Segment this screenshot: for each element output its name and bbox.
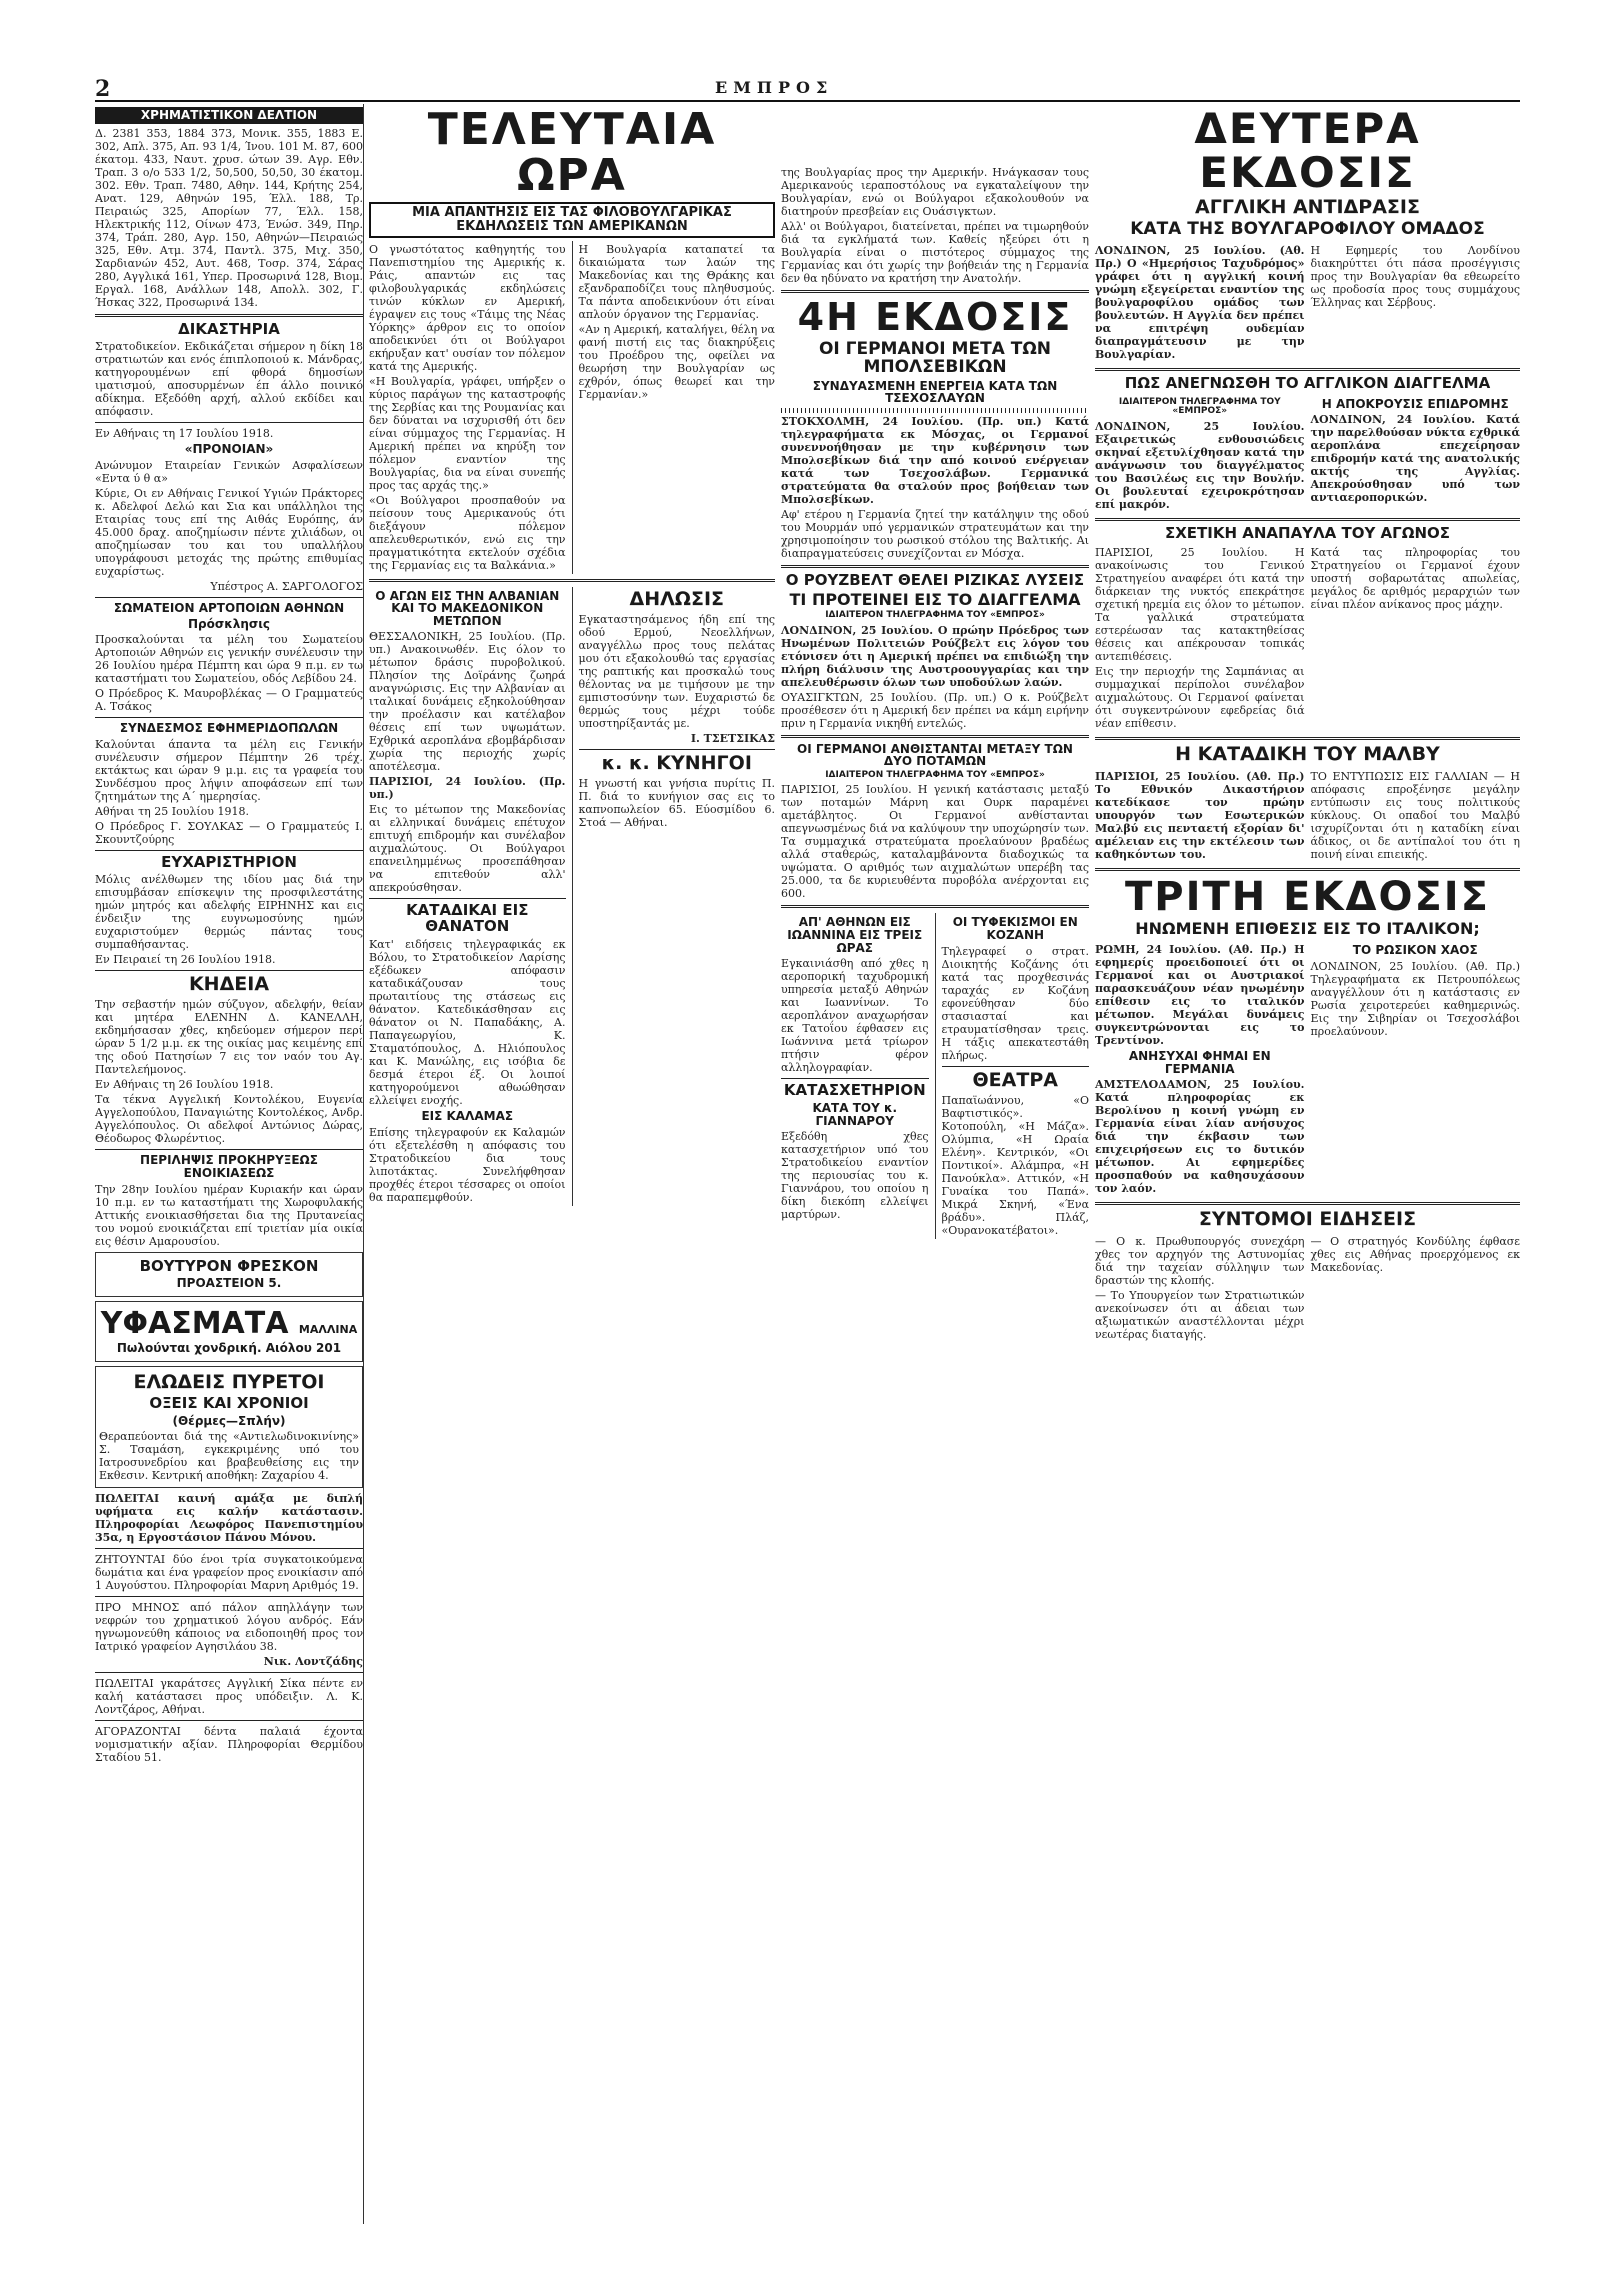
malvy-body-1: ΠΑΡΙΣΙΟΙ, 25 Ιουλίου. (Αθ. Πρ.) Το Εθνικόν Δικαστήριον κατεδίκασε τον πρώην υπουργόν των Εσωτερικών Μαλβύ εις πενταετή εξορίαν δι' αμέλειαν εις την εκτέλεσιν των καθηκόντων του. <box>1095 770 1309 862</box>
lead-p1: Ο γνωστότατος καθηγητής του Πανεπιστημίου της Αμερικής κ. Ράις, απαντών εις τας φιλοβουλγαρικάς εκδηλώσεις τινών κύκλων εν Αμερική, έγραψεν εις τους «Τάιμς της Νέας Υόρκης» άρθρον εις το οποίον αποδεικνύει ότι οι Βούλγαροι εκήρυξαν κατ' ουσίαν τον πόλεμον κατά της Αμερικής. <box>369 242 569 373</box>
col3-lower-left <box>781 913 932 1238</box>
funeral-title: ΚΗΔΕΙΑ <box>188 973 270 996</box>
thanks-title: ΕΥΧΑΡΙΣΤΗΡΙΟΝ <box>161 852 297 871</box>
col3-lower <box>781 913 1093 1238</box>
third-body: ΡΩΜΗ, 24 Ιουλίου. (Αθ. Πρ.) Η εφημερίς προειδοποιεί ότι οι Γερμανοί και οι Αυστριακοί παρασκευάζουν νέαν ηνωμένην επίθεσιν εις το ιταλικόν μέτωπον. Μεγάλαι δυνάμεις συγκεντρώνονται εις το Τρεντίνον. <box>1095 943 1309 1048</box>
third-right <box>1310 941 1524 1197</box>
roosevelt-title: Ο ΡΟΥΖΒΕΛΤ ΘΕΛΕΙ ΡΙΖΙΚΑΣ ΛΥΣΕΙΣ <box>785 570 1085 589</box>
funeral-date: Εν Αθήναις τη 26 Ιουλίου 1918. <box>95 1078 274 1092</box>
press-body: Καλούνται άπαντα τα μέλη εις Γενικήν συνέλευσιν σήμερον Πέμπτην 26 τρέχ. εκτάκτως και ώραν 9 μ.μ. εις τα γραφεία του Συνδέσμου προς λήψιν αποφάσεων επί των ζητημάτων της Α΄ ημερησίας. <box>95 737 367 803</box>
declaration-body: Εγκαταστησάμενος ήδη επί της οδού Ερμού, Νεοελλήνων, αναγγέλλω προς τους πελάτας μου ότι εξακολουθώ τας εργασίας της ραπτικής και προσκαλώ τους θέλοντας να με τιμήσουν με την εμπιστοσύνην των. Ευχαριστώ δε θερμώς τους μέχρι τούδε υποστηρίξαντάς με. <box>578 612 779 730</box>
second-body-1: ΛΟΝΔΙΝΟΝ, 25 Ιουλίου. (Αθ. Πρ.) Ο «Ημερήσιος Ταχυδρόμος» γράφει ότι η αγγλική κοινή γνώμη εξεγείρεται εναντίον της βουλγαροφίλου ομάδος των βουλευτών. Η Αγγλία δεν πρέπει να επιτρέψη ουδεμίαν διαπραγμάτευσιν με την Βουλγαρίαν. <box>1095 243 1309 361</box>
fever-subtitle: ΟΞΕΙΣ ΚΑΙ ΧΡΟΝΙΟΙ <box>149 1393 309 1412</box>
cont-p2: Αλλ' οι Βούλγαροι, διατείνεται, πρέπει να τιμωρηθούν διά τα εγκλήματά των. Καθείς ηξεύρει ότι η Βουλγαρία είναι ο πιστότερος σύμμαχος της Γερμανίας και ότι χωρίς την βοήθειάν της η Γερμανία δεν θα ηδύνατο να κρατήση την Ανατολήν. <box>781 220 1093 285</box>
bakers-title: ΣΩΜΑΤΕΙΟΝ ΑΡΤΟΠΟΙΩΝ ΑΘΗΝΩΝ <box>113 600 345 615</box>
ioannina-title: ΑΠ' ΑΘΗΝΩΝ ΕΙΣ ΙΩΑΝΝΙΝΑ ΕΙΣ ΤΡΕΙΣ ΩΡΑΣ <box>787 915 923 955</box>
column-second-edition <box>1095 104 1524 2224</box>
col3-lower-right <box>935 913 1093 1238</box>
speech-label: ΙΔΙΑΙΤΕΡΟΝ ΤΗΛΕΓΡΑΦΗΜΑ ΤΟΥ «ΕΜΠΡΟΣ» <box>1118 396 1281 417</box>
fourth-edition-title: 4Η ΕΚΔΟΣΙΣ <box>797 295 1073 339</box>
masthead <box>95 76 1520 102</box>
brief-left <box>1095 1233 1308 1343</box>
classified-3: ΠΡΟ ΜΗΝΟΣ από πάλον απηλλάγην των νεφρών του χρηματικού λόγου ανδρός. Εάν ηγνωμονεύθη κάποιος να ειδοποιηθή προς τον Ιατρικό γραφείον Αγησιλάου 38. <box>95 1601 367 1654</box>
butter-subtitle: ΠΡΟΑΣΤΕΙΟΝ 5. <box>176 1276 282 1291</box>
rent-title: ΠΕΡΙΛΗΨΙΣ ΠΡΟΚΗΡΥΞΕΩΣ ΕΝΟΙΚΙΑΣΕΩΣ <box>140 1153 318 1180</box>
classified-2: ΖΗΤΟΥΝΤΑΙ δύο ένοι τρία συγκατοικούμενα δωμάτια και ένα γραφείον προς ενοικίασιν από 1 Αυγούστου. Πληροφορίαι Μαρνη Αριθμός 19. <box>95 1553 367 1593</box>
third-edition-sub: ΗΝΩΜΕΝΗ ΕΠΙΘΕΣΙΣ ΕΙΣ ΤΟ ΙΤΑΛΙΚΟΝ; <box>1135 919 1480 939</box>
lead-p2: «Η Βουλγαρία, γράφει, υπήρξεν ο κύριος παράγων της καταστροφής της Σερβίας και της Ρουμανίας και δεν δύναται να ισχυρισθή ότι δεν είναι σύμμαχος της Γερμανίας. Η Αμερική πρέπει να κηρύξη τον πόλεμον εναντίον της Βουλγαρίας, δια να είναι συνεπής προς τας αρχάς της.» <box>369 374 569 492</box>
malvy-columns <box>1095 768 1524 863</box>
third-columns <box>1095 941 1524 1197</box>
butter-title: ΒΟΥΤΥΡΟΝ ΦΡΕΣΚΟΝ <box>139 1256 319 1275</box>
roosevelt-sub: ΤΙ ΠΡΟΤΕΙΝΕΙ ΕΙΣ ΤΟ ΔΙΑΓΓΕΛΜΑ <box>789 589 1081 609</box>
paper-title: ΕΜΠΡΟΣ <box>715 78 834 97</box>
lull-body-2: Εις την περιοχήν της Σαμπάνιας αι συμμαχικαί περίπολοι συνέλαβον αιχμαλώτους. Οι Γερμανοί φαίνεται ότι συγκεντρώνουν εφεδρείας διά νέαν επίθεσιν. <box>1095 665 1308 731</box>
cont-p1: της Βουλγαρίας προς την Αμερικήν. Ηνάγκασαν τους Αμερικανούς ιεραποστόλους να εγκαταλείψουν την Βουλγαρίαν, ενώ οι Βούλγαροι εξακολουθούν να διατηρούν πρεσβείαν εις Ουάσιγκτων. <box>781 166 1093 218</box>
fabrics-subtitle: Πωλούνται χονδρική. Αιόλου 201 <box>116 1341 342 1356</box>
lower-right <box>572 587 779 1206</box>
death-sub: ΕΙΣ ΚΑΛΑΜΑΣ <box>421 1108 514 1123</box>
roosevelt-label: ΙΔΙΑΙΤΕΡΟΝ ΤΗΛΕΓΡΑΦΗΜΑ ΤΟΥ «ΕΜΠΡΟΣ» <box>825 610 1045 621</box>
courts-title: ΔΙΚΑΣΤΗΡΙΑ <box>178 319 280 338</box>
roosevelt-body-2: ΟΥΑΣΙΓΚΤΩΝ, 25 Ιουλίου. (Πρ. υπ.) Ο κ. Ρούζβελτ προσέθεσεν ότι η Αμερική δεν πρέπει να κάμη ειρήνην πριν η Γερμανία νικηθή εντελώς. <box>781 690 1093 730</box>
third-edition-title: ΤΡΙΤΗ ΕΚΔΟΣΙΣ <box>1125 874 1490 921</box>
bakers-subtitle: Πρόσκλησις <box>187 616 271 631</box>
thanks-body: Μόλις ανέλθωμεν της ιδίου μας διά την επισυμβάσαν επίσκεψιν της προσφιλεστάτης ημών μητρός και αδελφής ΕΙΡΗΝΗΣ και εις ένδειξιν της ευγνωμοσύνης ημών ευχαριστούμεν θερμώς πάντας τους συμπαθήσαντας. <box>95 873 367 952</box>
market-title: ΧΡΗΜΑΤΙΣΤΙΚΟΝ ΔΕΛΤΙΟΝ <box>95 107 363 124</box>
column-classifieds <box>95 104 367 2224</box>
albania-title: Ο ΑΓΩΝ ΕΙΣ ΤΗΝ ΑΛΒΑΝΙΑΝ ΚΑΙ ΤΟ ΜΑΚΕΔΟΝΙΚΟΝ ΜΕΤΩΠΟΝ <box>375 588 560 628</box>
fever-body: Θεραπεύονται διά της «Αντιελωδινοκινίνης» Σ. Τσαμάση, εγκεκριμένης υπό του Ιατροσυνεδρίου και βραβευθείσης εις την Εκθεσιν. Κεντρική αποθήκη: Ζαχαρίου 4. <box>99 1430 363 1483</box>
fourth-edition-sub: ΟΙ ΓΕΡΜΑΝΟΙ ΜΕΤΑ ΤΩΝ ΜΠΟΛΣΕΒΙΚΩΝ <box>818 338 1052 377</box>
seizure-sub: ΚΑΤΑ ΤΟΥ κ. ΓΙΑΝΝΑΡΟΥ <box>812 1100 898 1128</box>
brief-right <box>1310 1233 1524 1343</box>
brief-columns <box>1095 1233 1524 1343</box>
hunters-title: κ. κ. ΚΥΝΗΓΟΙ <box>601 751 752 774</box>
death-body: Κατ' ειδήσεις τηλεγραφικάς εκ Βόλου, το Στρατοδικείον Λαρίσης εξέδωκεν απόφασιν καταδικάζουσαν τους πρωταιτίους της στάσεως εις θάνατον. Κατεδικάσθησαν εις θάνατον οι Ν. Παπαδάκης, Α. Παπαγεωργίου, Κ. Σταματόπουλος, Δ. Ηλιόπουλος και Κ. Μανώλης, εις ισόβια δε δεσμά έτεροι έξ. Οι λοιποί κατηγορούμενοι αθωώθησαν ελλείψει ενοχής. <box>369 937 569 1107</box>
roosevelt-body-1: ΛΟΝΔΙΝΟΝ, 25 Ιουλίου. Ο πρώην Πρόεδρος των Ηνωμένων Πολιτειών Ρούζβελτ εις λόγον του ετόνισεν ότι η Αμερική πρέπει να επιδιώξη την πλήρη διάλυσιν της Αυστροουγγαρίας και την απελευθέρωσιν όλων των υποδούλων λαών. <box>781 623 1093 689</box>
funeral-signature: Τα τέκνα Αγγελική Κοντολέκου, Ευγενία Αγγελοπούλου, Παναγιώτης Κοντολέκος, Ανδρ. Αγγελόπουλος. Οι αδελφοί Αντώνιος Δώρας, Θέοδωρος Φλωρέντιος. <box>95 1093 367 1146</box>
classified-5: ΑΓΟΡΑΖΟΝΤΑΙ δέντα παλαιά έχοντα νομισματικήν αξίαν. Πληροφορίαι Θερμίδου Σταδίου 51. <box>95 1725 367 1765</box>
second-edition-sub: ΑΓΓΛΙΚΗ ΑΝΤΙΔΡΑΣΙΣ <box>1195 196 1420 219</box>
column-fourth-edition <box>781 164 1093 2224</box>
speech-columns <box>1095 395 1524 513</box>
lead-left <box>369 241 569 574</box>
speech-body: ΛΟΝΔΙΝΟΝ, 25 Ιουλίου. Εξαιρετικώς ενθουσιώδεις σκηναί εξετυλίχθησαν κατά την ανάγνωσιν του διαγγέλματος του Βασιλέως εις την Βουλήν. Οι βουλευταί εχειροκρότησαν επί μακρόν. <box>1095 419 1309 511</box>
classified-4: ΠΩΛΕΙΤΑΙ γκαράτσες Αγγλική Σίκα πέντε εν καλή κατάστασει προς υπόδειξιν. Λ. Κ. Λοντζάρος, Αθήναι. <box>95 1677 367 1717</box>
kozani-body: Τηλεγραφεί ο στρατ. Διοικητής Κοζάνης ότι κατά τας προχθεσινάς ταραχάς εν Κοζάνη εφονεύθησαν δύο στασιασταί και ετραυματίσθησαν τρεις. Η τάξις απεκατεστάθη πλήρως. <box>941 944 1093 1062</box>
funeral-body: Την σεβαστήν ημών σύζυγον, αδελφήν, θείαν και μητέρα ΕΛΕΝΗΝ Δ. ΚΑΝΕΛΛΗ, εκδημήσασαν χθες, κηδεύομεν σήμερον περί ώραν 5 1/2 μ.μ. εκ της οικίας μας κειμένης επί της οδού Πατησίων 7 εις τον ναόν του Αγ. Παντελεήμονος. <box>95 998 367 1077</box>
rent-body: Την 28ην Ιουλίου ημέραν Κυριακήν και ώραν 10 π.μ. εν τω καταστήματι της Χωροφυλακής Αττικής ενοικιασθήσεται δια της Πρυτανείας του νομού ενοικιάζεται επί τριετίαν μία οικία εις θέσιν Αμαρουσίου. <box>95 1182 367 1248</box>
repelled-title: Η ΑΠΟΚΡΟΥΣΙΣ ΕΠΙΔΡΟΜΗΣ <box>1321 396 1509 411</box>
ioannina-body: Εγκαινιάσθη από χθες η αεροπορική ταχυδρομική υπηρεσία μεταξύ Αθηνών και Ιωαννίνων. Το αεροπλάνον αναχωρήσαν εκ Τατοΐου έφθασεν εις Ιωάννινα μετά τρίωρον πτήσιν φέρον αλληλογραφίαν. <box>781 957 932 1075</box>
malvy-title: Η ΚΑΤΑΔΙΚΗ ΤΟΥ ΜΑΛΒΥ <box>1175 743 1440 766</box>
second-body-columns <box>1095 242 1524 363</box>
lower-left <box>369 587 570 1206</box>
butter-ad <box>95 1252 363 1297</box>
column-last-hour <box>369 104 779 2224</box>
press-signature: Ο Πρόεδρος Γ. ΣΟΥΛΚΑΣ — Ο Γραμματεύς Ι. Σκουντζούρης <box>95 819 367 846</box>
market-body: Δ. 2381 353, 1884 373, Μονικ. 355, 1883 Ε. 302, Απλ. 375, Απ. 93 1/4, Ίνου. 101 Μ. 87, 600 έκατομ. 433, Ναυτ. χρυσ. ώτων 39. Αγρ. Εθν. Τραπ. 3 ο/ο 533 1/2, 50,500, 50,50, 30 έκατομ. 302. Εθν. Τραπ. 7480, Αθην. 144, Κρήτης 254, Ανατ. 129, Αθηνών 195, Έλλ. 188, Τρ. Πειραιώς 325, Απορίων 77, Έλλ. 158, Ηλεκτρικής 112, Οίνων 473, Ένώσ. 349, Πηρ. 374, Τράπ. 280, Αγρ. 150, Αθηνών—Πειραιώς 325, Εθν. Ατμ. 374, Παντλ. 375, Μιχ. 350, Σαρδιανών 452, Αυτ. 468, Τοσρ. 374, Σάρας 280, Αγγλικά 161, Υπερ. Προσωρινά 128, Βιομ. Εργαλ. 168, Ανάλλων 148, Απολλ. 302, Γ. Ήσκας 322, Προσωρινά 134. <box>95 126 367 309</box>
brief-title: ΣΥΝΤΟΜΟΙ ΕΙΔΗΣΕΙΣ <box>1198 1208 1417 1231</box>
notice-title: «ΠΡΟΝΟΙΑΝ» <box>184 442 274 457</box>
last-hour-subhead: ΜΙΑ ΑΠΑΝΤΗΣΙΣ ΕΙΣ ΤΑΣ ΦΙΛΟΒΟΥΛΓΑΡΙΚΑΣ ΕΚΔΗΛΩΣΕΙΣ ΤΩΝ ΑΜΕΡΙΚΑΝΩΝ <box>369 202 775 237</box>
brief-3: — Ο στρατηγός Κονδύλης έφθασε χθες εις Αθήνας προερχόμενος εκ Μακεδονίας. <box>1310 1235 1524 1275</box>
second-edition-title: ΔΕΥΤΕΡΑ ΕΚΔΟΣΙΣ <box>1194 104 1421 198</box>
lull-body-1: ΠΑΡΙΣΙΟΙ, 25 Ιουλίου. Η ανακοίνωσις του Γενικού Στρατηγείου αναφέρει ότι κατά την διάρκειαν της νυκτός επεκράτησε σχετική ηρεμία εις όλον το μέτωπον. Τα γαλλικά στρατεύματα εστερέωσαν τας κατακτηθείσας θέσεις και απέκρουσαν τοπικάς αντεπιθέσεις. <box>1095 546 1308 664</box>
newspaper-page <box>95 76 1524 2230</box>
brief-1: — Ο κ. Πρωθυπουργός συνεχάρη χθες τον αρχηγόν της Αστυνομίας διά την ταχείαν σύλληψιν των δραστών της κλοπής. <box>1095 1235 1308 1288</box>
bakers-signature: Ο Πρόεδρος Κ. Μαυροβλέκας — Ο Γραμματεύς Α. Τσάκος <box>95 687 367 714</box>
notice-subtitle: Ανώνυμον Εταιρείαν Γενικών Ασφαλίσεων «Εντα ύ θ α» <box>95 458 367 485</box>
press-date: Αθήναι τη 25 Ιουλίου 1918. <box>95 804 249 818</box>
fourth-edition-sub2: ΣΥΝΔΥΑΣΜΕΝΗ ΕΝΕΡΓΕΙΑ ΚΑΤΑ ΤΩΝ ΤΣΕΧΟΣΛΑΥΩΝ <box>812 378 1058 406</box>
fabrics-name: ΥΦΑΣΜΑΤΑ <box>100 1305 289 1341</box>
page-number: 2 <box>95 76 111 102</box>
bakers-body: Προσκαλούνται τα μέλη του Σωματείου Αρτοποιών Αθηνών εις γενικήν συνέλευσιν την 26 Ιουλίου ημέρα Πέμπτη και ώρα 9 π.μ. εν τω καταστήματι του Σωματείου, οδός Λεβίδου 24. <box>95 633 367 686</box>
malvy-body-2: ΤΟ ΕΝΤΥΠΩΣΙΣ ΕΙΣ ΓΑΛΛΙΑΝ — Η απόφασις επροξένησε μεγάλην εντύπωσιν εις τους πολιτικούς κύκλους. Οι οπαδοί του Μαλβύ ισχυρίζονται ότι η καταδίκη είναι άδικος, οι δε αντίπαλοί του ότι η ποινή είναι επιεικής. <box>1310 770 1524 862</box>
rivers-body: ΠΑΡΙΣΙΟΙ, 25 Ιουλίου. Η γενική κατάστασις μεταξύ των ποταμών Μάρνη και Ουρκ παραμένει αμετάβλητος. Οι Γερμανοί ανθίστανται απεγνωσμένως διά να καλύψουν την υποχώρησίν των. Τα συμμαχικά στρατεύματα προελαύνουν βραδέως αλλά σταθερώς, καταλαμβάνοντα διαδοχικώς τα υψώματα. Ο αριθμός των αιχμαλώτων υπερέβη τας 25.000, τα δε κυριευθέντα πυροβόλα ανέρχονται εις 600. <box>781 783 1093 901</box>
lull-left <box>1095 544 1308 732</box>
notice-signature: Υπέστρος Α. ΣΑΡΓΟΛΟΓΟΣ <box>210 579 363 593</box>
death-title: ΚΑΤΑΔΙΚΑΙ ΕΙΣ ΘΑΝΑΤΟΝ <box>406 901 529 936</box>
lead-columns <box>369 241 779 574</box>
fourth-body-1: ΣΤΟΚΧΟΛΜΗ, 24 Ιουλίου. (Πρ. υπ.) Κατά τηλεγραφήματα εκ Μόσχας, οι Γερμανοί συνεννοήθησαν με την κυβέρνησιν των Μπολσεβίκων διά την από κοινού ενέργειαν κατά των Τσεχοσλάβων. Γερμανικά στρατεύματα θα σταλούν προς βοήθειαν των Μπολσεβίκων. <box>781 414 1093 506</box>
courts-body: Στρατοδικείον. Εκδικάζεται σήμερον η δίκη 18 στρατιωτών και ενός έπιπλοποιού κ. Μάνδρας, κατηγορουμένων επί φθορά δημοσίων ιματισμού, αποσυρμένων έπ άλλο ποινικό αδίκημα. Εξεδόθη αρχή, αλλού εκδίδει και απόφασιν. <box>95 340 367 419</box>
lead-p4: Η Βουλγαρία καταπατεί τα δικαιώματα των λαών της Μακεδονίας και της Θράκης και εξανδραποδίζει τους πληθυσμούς. Τα πάντα αποδεικνύουν ότι είναι απλούν όργανον της Γερμανίας. <box>578 242 779 321</box>
declaration-signature: Ι. ΤΣΕΤΣΙΚΑΣ <box>690 731 775 745</box>
fabrics-small: ΜΑΛΛΙΝΑ <box>298 1322 358 1336</box>
notice-date: Εν Αθήναις τη 17 Ιουλίου 1918. <box>95 427 274 441</box>
lower-columns <box>369 587 779 1206</box>
fabrics-title <box>99 1305 359 1341</box>
albania-body: ΘΕΣΣΑΛΟΝΙΚΗ, 25 Ιουλίου. (Πρ. υπ.) Ανακοινωθέν. Εις όλον το μέτωπον δράσις πυροβολικού. Πλησίον της Δοϊράνης ζωηρά αναγνώρισις. Εις την Αλβανίαν αι ιταλικαί δυνάμεις εξηκολούθησαν την προέλασιν και κατέλαβον θέσεις επί των υψωμάτων. Εχθρικά αεροπλάνα εβομβάρδισαν χωρία της περιοχής χωρίς αποτέλεσμα. <box>369 630 569 774</box>
declaration-title: ΔΗΛΩΣΙΣ <box>629 587 724 610</box>
lead-p3: «Οι Βούλγαροι προσπαθούν να πείσουν τους Αμερικανούς ότι διεξάγουν πόλεμον απελευθερωτικόν, ενώ εις την πραγματικότητα εκτελούν σχέδια της Γερμανίας εις τα Βαλκάνια.» <box>369 493 569 572</box>
theatre-body: Παπαϊωάννου, «Ο Βαφτιστικός». Κοτοπούλη, «Η Μάζα». Ολύμπια, «Η Ωραία Ελένη». Κεντρικόν, «Οι Ποντικοί». Αλάμπρα, «Η Πανούκλα». Αττικόν, «Η Γυναίκα του Παπά». Μικρά Σκηνή, «Ένα βράδυ». Πλάζ, «Ουρανοκατέβατοι». <box>941 1093 1093 1237</box>
lull-right <box>1310 544 1524 732</box>
death-body2: Επίσης τηλεγραφούν εκ Καλαμών ότι εξετελέσθη η απόφασις του Στρατοδικείου δια τους λιποτάκτας. Συνελήφθησαν προχθές έτεροι τέσσαρες οι οποίοι θα παραπεμφθούν. <box>369 1125 569 1204</box>
lull-body-3: Κατά τας πληροφορίας του Στρατηγείου οι Γερμανοί έχουν υποστή σοβαρωτάτας απωλείας, μεγάλος δε αριθμός μεραρχιών των είναι πλέον ανίκανος προς μάχην. <box>1310 546 1524 612</box>
kozani-title: ΟΙ ΤΥΦΕΚΙΣΜΟΙ ΕΝ ΚΟΖΑΝΗ <box>952 915 1078 942</box>
fever-small: (Θέρμες—Σπλήν) <box>172 1413 286 1428</box>
seizure-body: Εξεδόθη χθες κατασχετήριον υπό του Στρατοδικείου εναντίον της περιουσίας του κ. Γιαννάρου, του οποίου η δίκη διεκόπη ελλείψει μαρτύρων. <box>781 1130 932 1222</box>
fabrics-ad <box>95 1301 363 1362</box>
repelled-body: ΛΟΝΔΙΝΟΝ, 24 Ιουλίου. Κατά την παρελθούσαν νύκτα εχθρικά αεροπλάνα επεχείρησαν επιδρομήν κατά της ανατολικής ακτής της Αγγλίας. Απεκρούσθησαν υπό των αντιαεροπορικών. <box>1310 413 1524 505</box>
press-title: ΣΥΝΔΕΣΜΟΣ ΕΦΗΜΕΡΙΔΟΠΩΛΩΝ <box>119 721 339 736</box>
third-left <box>1095 941 1309 1197</box>
theatre-title: ΘΕΑΤΡΑ <box>972 1068 1058 1091</box>
second-edition-sub2: ΚΑΤΑ ΤΗΣ ΒΟΥΛΓΑΡΟΦΙΛΟΥ ΟΜΑΔΟΣ <box>1130 219 1485 240</box>
chaos-title: ΤΟ ΡΩΣΙΚΟΝ ΧΑΟΣ <box>1352 943 1478 958</box>
lead-p5: «Αν η Αμερική, καταλήγει, θέλη να φανή πιστή εις τας διακηρύξεις του Προέδρου της, οφείλει να θεωρήση την Βουλγαρίαν ως εχθρόν, όπως θεωρεί και την Γερμανίαν.» <box>578 322 779 401</box>
chaos-body: ΛΟΝΔΙΝΟΝ, 25 Ιουλίου. (Αθ. Πρ.) Τηλεγραφήματα εκ Πετρουπόλεως αναγγέλλουν ότι η κατάστασις εν Ρωσία χειροτερεύει καθημερινώς. Εις την Σιβηρίαν οι Τσεχοσλάβοι προελαύνουν. <box>1310 959 1524 1038</box>
seizure-title: ΚΑΤΑΣΧΕΤΗΡΙΟΝ <box>783 1081 926 1100</box>
lull-columns <box>1095 544 1524 732</box>
germany-title: ΑΝΗΣΥΧΑΙ ΦΗΜΑΙ ΕΝ ΓΕΡΜΑΝΙΑ <box>1128 1049 1271 1076</box>
rivers-title: ΟΙ ΓΕΡΜΑΝΟΙ ΑΝΘΙΣΤΑΝΤΑΙ ΜΕΤΑΞΥ ΤΩΝ ΔΥΟ ΠΟΤΑΜΩΝ <box>797 741 1073 769</box>
last-hour-headline: ΤΕΛΕΥΤΑΙΑ ΩΡΑ <box>427 104 717 202</box>
second-body-2: Η Εφημερίς του Λονδίνου διακηρύττει ότι πάσα προσέγγισις προς την Βουλγαρίαν θα εθεωρείτο ως προδοσία προς τους συμμάχους Έλληνας και Σέρβους. <box>1310 243 1524 309</box>
speech-right <box>1310 395 1524 513</box>
albania-dateline: ΠΑΡΙΣΙΟΙ, 24 Ιουλίου. (Πρ. υπ.) <box>369 775 570 802</box>
fourth-body-2: Αφ' ετέρου η Γερμανία ζητεί την κατάληψιν της οδού του Μουρμάν υπό γερμανικών στρατευμάτων και την χρησιμοποίησιν του ρωσικού στόλου της Βαλτικής. Αι διαπραγματεύσεις συνεχίζονται εν Μόσχα. <box>781 507 1093 560</box>
classified-sign: Νικ. Λοντζάδης <box>263 1655 363 1669</box>
germany-body: ΑΜΣΤΕΛΟΔΑΜΟΝ, 25 Ιουλίου. Κατά πληροφορίας εκ Βερολίνου η κοινή γνώμη εν Γερμανία είναι λίαν ανήσυχος διά την έκβασιν των επιχειρήσεων εις το δυτικόν μέτωπον. Αι εφημερίδες προσπαθούν να καθησυχάσουν τον λαόν. <box>1095 1078 1309 1196</box>
notice-body: Κύριε, Οι εν Αθήναις Γενικοί Υγιών Πράκτορες κ. Αδελφοί Δελώ και Σια και υπάλληλοι της Εταιρίας τους επί της Αιθάς Ευρόπης, άν 45.000 δραχ. αποζημίωσιν πέντε χιλιάδων, οι αποζημίωσαν του και του υπαλλήλου υπογράφουσι μετοχάς της πρώτης επιθυμίας ευχαρίστως. <box>95 486 367 578</box>
hunters-body: Η γνωστή και γνήσια πυρίτις Π. Π. διά το κυνήγιον σας εις το καπνοπωλείον 65. Εύοσμίδου 6. Στοά — Αθήναι. <box>578 776 779 829</box>
brief-2: — Το Υπουργείον των Στρατιωτικών ανεκοίνωσεν ότι αι άδειαι των αξιωματικών αναστέλλονται μέχρι νεωτέρας διαταγής. <box>1095 1289 1308 1342</box>
fever-ad <box>95 1366 363 1488</box>
fever-title: ΕΛΩΔΕΙΣ ΠΥΡΕΤΟΙ <box>133 1371 325 1394</box>
rivers-label: ΙΔΙΑΙΤΕΡΟΝ ΤΗΛΕΓΡΑΦΗΜΑ ΤΟΥ «ΕΜΠΡΟΣ» <box>825 769 1045 780</box>
thanks-date: Εν Πειραιεί τη 26 Ιουλίου 1918. <box>95 953 276 967</box>
speech-left <box>1095 395 1309 513</box>
classified-1: ΠΩΛΕΙΤΑΙ καινή αμάξα με διπλή υφήματα εις καλήν κατάστασιν. Πληροφορίαι Λεωφόρος Πανεπιστημίου 35α, η Εργοστάσιον Πάνου Μόνου. <box>95 1492 367 1545</box>
lull-title: ΣΧΕΤΙΚΗ ΑΝΑΠΑΥΛΑ ΤΟΥ ΑΓΩΝΟΣ <box>1164 523 1451 542</box>
albania-body2: Εις το μέτωπον της Μακεδονίας αι ελληνικαί δυνάμεις επέτυχον επιτυχή επιδρομήν και συνέλαβον αιχμαλώτους. Οι Βούλγαροι επανειλημμένως προσεπάθησαν να επιτεθούν αλλ' απεκρούσθησαν. <box>369 803 569 895</box>
lead-right <box>572 241 779 574</box>
speech-title: ΠΩΣ ΑΝΕΓΝΩΣΘΗ ΤΟ ΑΓΓΛΙΚΟΝ ΔΙΑΓΓΕΛΜΑ <box>1124 373 1491 392</box>
